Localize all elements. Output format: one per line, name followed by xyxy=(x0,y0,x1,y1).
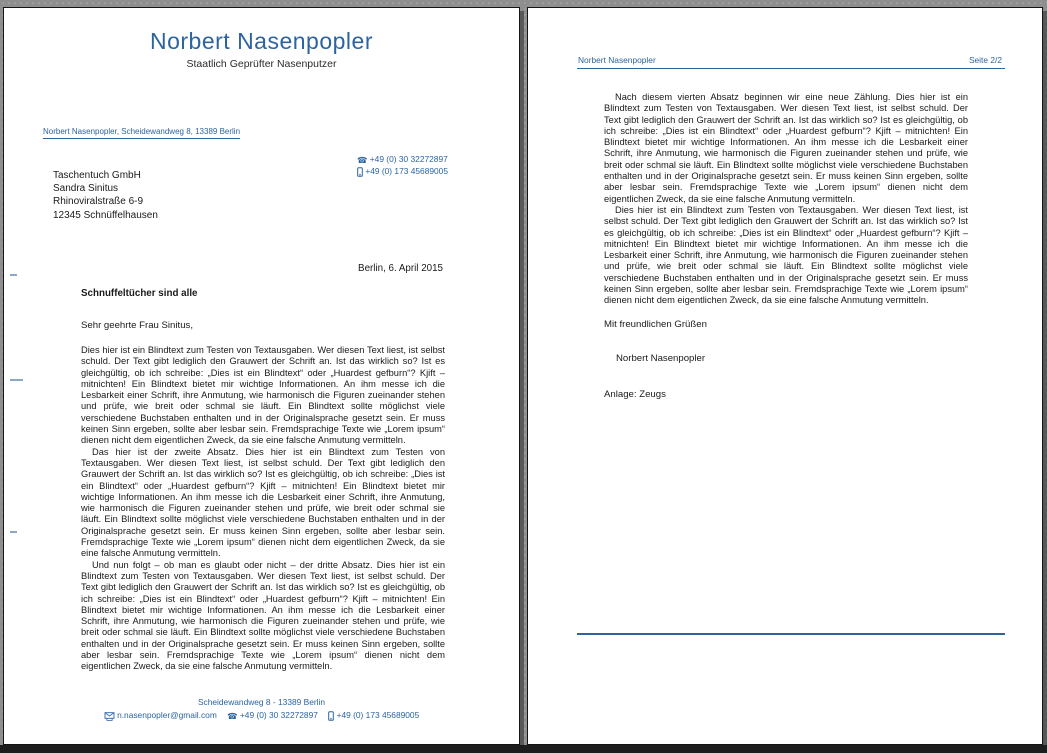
punch-mark xyxy=(10,379,23,381)
letter-page-1 xyxy=(3,7,520,745)
fold-mark-bottom xyxy=(10,531,17,533)
footer-address: Scheidewandweg 8 - 13389 Berlin xyxy=(197,697,326,707)
fold-mark-top xyxy=(10,274,17,276)
recipient-address xyxy=(53,169,158,222)
viewer-bottom-edge xyxy=(0,745,1047,753)
phone-line xyxy=(357,154,448,166)
paragraph-5: Dies hier ist ein Blindtext zum Testen von Textausgaben. Wer diesen Text liest, ist selbst schuld. Der Text gibt lediglich den Grauwert der Schrift an. Ist das wirklich so? Ist es gleichgültig, ob ich schreibe: „Dies ist ein Blindtext“ oder „Huardest gefburn“? Kjift – mitnichten! Ein Blindtext bietet mir wichtige Informationen. An ihm messe ich die Lesbarkeit einer Schrift, ihre Anmutung, wie harmonisch die Figuren zueinander stehen und prüfe, wie breit oder schmal sie läuft. Ein Blindtext sollte möglichst viele verschiedene Buchstaben enthalten und in der Originalsprache gesetzt sein. Er muss keinen Sinn ergeben, sollte aber lesbar sein. Fremdsprachige Texte wie „Lorem ipsum“ dienen nicht dem eigentlichen Zweck, da sie eine falsche Anmutung vermitteln. xyxy=(604,204,968,306)
closing-phrase: Mit freundlichen Grüßen xyxy=(604,319,707,330)
page-header-name: Norbert Nasenpopler xyxy=(578,55,656,65)
signature-name: Norbert Nasenpopler xyxy=(616,353,706,364)
contact-block xyxy=(357,154,448,177)
mobile-icon xyxy=(328,710,334,723)
letterhead-subtitle: Staatlich Geprüfter Nasenputzer xyxy=(186,58,337,70)
paragraph-1: Dies hier ist ein Blindtext zum Testen von Textausgaben. Wer diesen Text liest, ist selbst schuld. Der Text gibt lediglich den Grauwert der Schrift an. Ist das wirklich so? Ist es gleichgültig, ob ich schreibe: „Dies ist ein Blindtext“ oder „Huardest gefburn“? Kjift – mitnichten! Ein Blindtext bietet mir wichtige Informationen. An ihm messe ich die Lesbarkeit einer Schrift, ihre Anmutung, wie harmonisch die Figuren zueinander stehen und prüfe, wie breit oder schmal sie läuft. Ein Blindtext sollte möglichst viele verschiedene Buchstaben enthalten und in der Originalsprache gesetzt sein. Er muss keinen Sinn ergeben, sollte aber lesbar sein. Fremdsprachige Texte wie „Lorem ipsum“ dienen nicht dem eigentlichen Zweck, da sie eine falsche Anmutung vermitteln. xyxy=(81,345,445,446)
recipient-name: Sandra Sinitus xyxy=(53,183,119,195)
recipient-city: 12345 Schnüffelhausen xyxy=(53,209,158,221)
letterhead-name: Norbert Nasenpopler xyxy=(149,28,373,54)
mobile-line xyxy=(357,166,448,178)
paragraph-4: Nach diesem vierten Absatz beginnen wir eine neue Zählung. Dies hier ist ein Blindtext zum Testen von Textausgaben. Wer diesen Text liest, ist selbst schuld. Der Text gibt lediglich den Grauwert der Schrift an. Ist das wirklich so? Ist es gleichgültig, ob ich schreibe: „Dies ist ein Blindtext“ oder „Huardest gefburn“? Kjift – mitnichten! Ein Blindtext bietet mir wichtige Informationen. An ihm messe ich die Lesbarkeit einer Schrift, ihre Anmutung, wie harmonisch die Figuren zueinander stehen und prüfe, wie breit oder schmal sie läuft. Ein Blindtext sollte möglichst viele verschiedene Buchstaben enthalten und in der Originalsprache gesetzt sein. Er muss keinen Sinn ergeben, sollte aber lesbar sein. Fremdsprachige Texte wie „Lorem ipsum“ dienen nicht dem eigentlichen Zweck, da sie eine falsche Anmutung vermitteln. xyxy=(604,92,968,204)
date-line: Berlin, 6. April 2015 xyxy=(358,263,443,274)
phone-icon: ☎ xyxy=(227,710,238,721)
email-icon xyxy=(104,710,115,723)
phone-icon: ☎ xyxy=(357,155,368,165)
footer-contact-line xyxy=(4,709,519,723)
page-number: Seite 2/2 xyxy=(968,55,1002,65)
letter-footer xyxy=(4,696,519,722)
paragraph-3: Und nun folgt – ob man es glaubt oder nicht – der dritte Absatz. Dies hier ist ein Blindtext zum Testen von Textausgaben. Wer diesen Text liest, ist selbst schuld. Der Text gibt lediglich den Grauwert der Schrift an. Ist das wirklich so? Ist es gleichgültig, ob ich schreibe: „Dies ist ein Blindtext“ oder „Huardest gefburn“? Kjift – mitnichten! Ein Blindtext bietet mir wichtige Informationen. An ihm messe ich die Lesbarkeit einer Schrift, ihre Anmutung, wie harmonisch die Figuren zueinander stehen und prüfe, wie breit oder schmal sie läuft. Ein Blindtext sollte möglichst viele verschiedene Buchstaben enthalten und in der Originalsprache gesetzt sein. Er muss keinen Sinn ergeben, sollte aber lesbar sein. Fremdsprachige Texte wie „Lorem ipsum“ dienen nicht dem eigentlichen Zweck, da sie eine falsche Anmutung vermitteln. xyxy=(81,559,445,672)
footer-phone: +49 (0) 30 32272897 xyxy=(239,709,318,720)
recipient-street: Rhinoviralstraße 6-9 xyxy=(53,196,144,208)
paragraph-2: Das hier ist der zweite Absatz. Dies hier ist ein Blindtext zum Testen von Textausgaben. Wer diesen Text liest, ist selbst schuld. Der Text gibt lediglich den Grauwert der Schrift an. Ist das wirklich so? Ist es gleichgültig, ob ich schreibe: „Dies ist ein Blindtext“ oder „Huardest gefburn“? Kjift – mitnichten! Ein Blindtext bietet mir wichtige Informationen. An ihm messe ich die Lesbarkeit einer Schrift, ihre Anmutung, wie harmonisch die Figuren zueinander stehen und prüfe, wie breit oder schmal sie läuft. Ein Blindtext sollte möglichst viele verschiedene Buchstaben enthalten und in der Originalsprache gesetzt sein. Er muss keinen Sinn ergeben, sollte aber lesbar sein. Fremdsprachige Texte wie „Lorem ipsum“ dienen nicht dem eigentlichen Zweck, da sie eine falsche Anmutung vermitteln. xyxy=(81,446,445,559)
header-rule xyxy=(577,68,1005,69)
enclosure-line: Anlage: Zeugs xyxy=(604,389,666,400)
letter-page-2 xyxy=(527,7,1043,745)
letter-body-page2 xyxy=(604,92,968,307)
footer-email: n.nasenpopler@gmail.com xyxy=(117,709,217,720)
subject-line: Schnuffeltücher sind alle xyxy=(81,288,198,299)
letter-body-page1 xyxy=(81,345,445,673)
recipient-company: Taschentuch GmbH xyxy=(53,170,141,181)
mobile-number: +49 (0) 173 45689005 xyxy=(365,165,448,176)
mobile-icon xyxy=(357,167,363,178)
footer-mobile: +49 (0) 173 45689005 xyxy=(336,709,420,720)
phone-number: +49 (0) 30 32272897 xyxy=(369,154,448,164)
sender-return-address: Norbert Nasenpopler, Scheidewandweg 8, 13389 Berlin xyxy=(43,127,240,139)
salutation: Sehr geehrte Frau Sinitus, xyxy=(81,320,193,331)
footer-rule xyxy=(577,633,1005,635)
